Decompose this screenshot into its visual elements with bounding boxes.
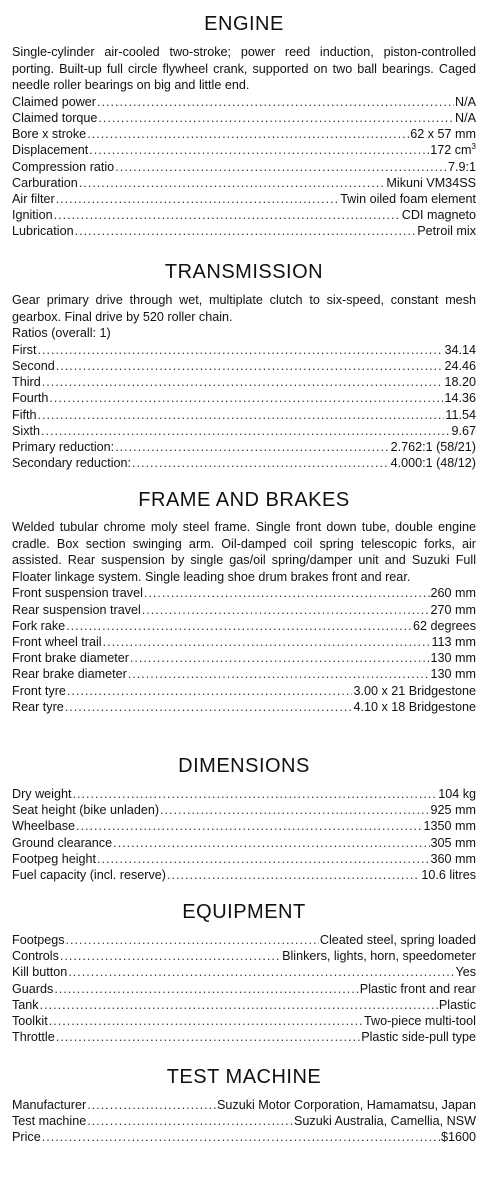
spec-row: [12, 867, 476, 883]
equipment-spec-list: [12, 932, 476, 1045]
spec-value-wrap: [455, 110, 476, 126]
spec-row: [12, 207, 476, 223]
spec-row: [12, 602, 476, 618]
dot-leader: [97, 851, 429, 867]
dot-leader: [103, 634, 431, 650]
spec-value: 172 cm: [430, 143, 472, 158]
spec-value-wrap: [217, 1097, 476, 1113]
spec-value: Plastic: [438, 997, 476, 1012]
spec-label: Fourth: [12, 391, 49, 406]
spec-value-wrap: [353, 683, 476, 699]
dot-leader: [68, 964, 454, 980]
spec-label: Controls: [12, 949, 59, 964]
spec-label: Claimed power: [12, 94, 96, 109]
spec-row: [12, 585, 476, 601]
spec-label: Third: [12, 375, 41, 390]
spec-row: [12, 1129, 476, 1145]
spec-row: [12, 110, 476, 126]
spec-value: 305 mm: [430, 835, 476, 850]
spec-label: Air filter: [12, 191, 55, 206]
spec-row: [12, 423, 476, 439]
ratios-subtitle: Ratios (overall: 1): [12, 326, 111, 341]
spec-label: Front wheel trail: [12, 634, 102, 649]
spec-row: [12, 374, 476, 390]
spec-value: 62 degrees: [412, 618, 476, 633]
dot-leader: [87, 1097, 216, 1113]
spec-label: Front tyre: [12, 683, 66, 698]
dot-leader: [54, 981, 358, 997]
spec-label: Fuel capacity (incl. reserve): [12, 867, 166, 882]
spec-row: [12, 964, 476, 980]
spec-label: Wheelbase: [12, 819, 76, 834]
transmission-section: [12, 258, 476, 471]
dot-leader: [56, 358, 444, 374]
dot-leader: [167, 867, 420, 883]
spec-value-wrap: [441, 1129, 476, 1145]
frame-spec-list: [12, 585, 476, 715]
spec-row: [12, 683, 476, 699]
spec-label: Manufacturer: [12, 1098, 87, 1112]
dot-leader: [49, 390, 443, 406]
dot-leader: [130, 650, 430, 666]
spec-label: Dry weight: [12, 787, 72, 801]
dot-leader: [41, 423, 450, 439]
spec-row: [12, 159, 476, 175]
spec-value-wrap: [431, 835, 477, 851]
spec-value-wrap: [294, 1113, 476, 1129]
dot-leader: [56, 191, 340, 207]
spec-value: Yes: [455, 965, 476, 980]
spec-value-wrap: [364, 1013, 476, 1029]
dot-leader: [73, 786, 438, 802]
spec-value: Petroil mix: [417, 224, 476, 239]
spec-label: Footpegs: [12, 933, 65, 947]
transmission-description: Gear primary drive through wet, multiplate clutch to six-speed, constant mesh gearbox. Final drive by 520 roller chain.: [12, 293, 476, 324]
spec-value: 104 kg: [438, 787, 476, 801]
dot-leader: [115, 159, 447, 175]
spec-value-wrap: [439, 997, 476, 1013]
spec-value: Plastic front and rear: [359, 981, 476, 996]
spec-value-wrap: [417, 223, 476, 239]
dot-leader: [144, 585, 430, 601]
spec-value-wrap: [431, 851, 477, 867]
spec-value: Plastic side-pull type: [361, 1030, 476, 1045]
engine-description: Single-cylinder air-cooled two-stroke; power reed induction, piston-controlled porting. Built-up full circle flywheel crank, supported on two ball bearings. Caged needle roller bearings on big and little end.: [12, 45, 476, 93]
spec-value: 130 mm: [430, 651, 476, 666]
dot-leader: [38, 407, 445, 423]
dot-leader: [66, 932, 319, 948]
spec-label: Fifth: [12, 407, 37, 422]
spec-value-wrap: [391, 439, 476, 455]
spec-value-wrap: [386, 175, 476, 191]
spec-value-wrap: [431, 585, 477, 601]
spec-value-superscript: 3: [471, 142, 476, 152]
spec-row: [12, 175, 476, 191]
spec-value-wrap: [438, 786, 476, 802]
spec-value: 260 mm: [430, 586, 476, 601]
spec-row: [12, 126, 476, 142]
spec-row: [12, 358, 476, 374]
dot-leader: [113, 835, 429, 851]
spec-label: Footpeg height: [12, 851, 97, 866]
spec-value: 14.36: [444, 391, 476, 406]
spec-label: Front suspension travel: [12, 586, 143, 601]
dot-leader: [79, 175, 386, 191]
spec-value-wrap: [455, 964, 476, 980]
spec-row: [12, 666, 476, 682]
spec-value: 62 x 57 mm: [410, 127, 476, 142]
spec-row: [12, 1013, 476, 1029]
spec-value-wrap: [424, 818, 477, 834]
dimensions-heading: DIMENSIONS: [178, 755, 310, 777]
dot-leader: [160, 802, 429, 818]
dot-leader: [142, 602, 430, 618]
spec-label: Throttle: [12, 1030, 55, 1045]
transmission-spec-list: [12, 342, 476, 472]
test-machine-spec-list: [12, 1097, 476, 1146]
spec-label: Secondary reduction:: [12, 456, 132, 471]
spec-label: Rear brake diameter: [12, 667, 127, 682]
dot-leader: [42, 374, 444, 390]
spec-value: 1350 mm: [423, 819, 476, 834]
spec-value-wrap: [361, 1029, 476, 1045]
spec-value: 3.00 x 21 Bridgestone: [353, 683, 476, 698]
spec-value: Blinkers, lights, horn, speedometer: [282, 949, 476, 964]
spec-value: 7.9:1: [447, 159, 476, 174]
spec-value-wrap: [340, 191, 476, 207]
spec-row: [12, 948, 476, 964]
spec-value: 9.67: [451, 423, 476, 438]
test-machine-heading: TEST MACHINE: [166, 1066, 322, 1088]
dot-leader: [87, 1113, 293, 1129]
dimensions-section: [12, 752, 476, 883]
spec-row: [12, 1097, 476, 1113]
equipment-heading: EQUIPMENT: [182, 901, 306, 923]
dot-leader: [66, 618, 412, 634]
spec-label: Tank: [12, 997, 39, 1012]
spec-value-wrap: [282, 948, 476, 964]
dot-leader: [132, 455, 390, 471]
dot-leader: [56, 1029, 361, 1045]
spec-label: Primary reduction:: [12, 439, 115, 454]
dot-leader: [75, 223, 417, 239]
spec-value: CDI magneto: [401, 208, 476, 223]
spec-value: Suzuki Australia, Camellia, NSW: [294, 1114, 476, 1129]
spec-row: [12, 997, 476, 1013]
frame-heading: FRAME AND BRAKES: [138, 489, 350, 511]
spec-row: [12, 390, 476, 406]
spec-label: Guards: [12, 981, 54, 996]
spec-value: 34.14: [444, 342, 476, 357]
dot-leader: [115, 439, 389, 455]
spec-row: [12, 407, 476, 423]
dot-leader: [67, 683, 353, 699]
spec-row: [12, 1113, 476, 1129]
spec-value-wrap: [431, 650, 477, 666]
dot-leader: [54, 207, 401, 223]
spec-value-wrap: [444, 390, 476, 406]
spec-row: [12, 618, 476, 634]
spec-row: [12, 94, 476, 110]
spec-label: Sixth: [12, 423, 40, 438]
spec-value: 10.6 litres: [421, 867, 476, 882]
spec-value: 130 mm: [430, 667, 476, 682]
spec-row: [12, 835, 476, 851]
spec-row: [12, 932, 476, 948]
frame-description: Welded tubular chrome moly steel frame. Single front down tube, double engine cradle. Box section swinging arm. Oil-damped coil spring telescopic forks, air assisted. Rear suspension by single gas/oil spring/damper unit and Suzuki Full Floater linkage system. Single leading shoe drum brakes front and rear.: [12, 520, 476, 584]
spec-label: Seat height (bike unladen): [12, 803, 160, 818]
spec-label: Lubrication: [12, 224, 74, 239]
spec-label: Second: [12, 358, 55, 373]
spec-row: [12, 455, 476, 471]
engine-spec-list: [12, 94, 476, 240]
spec-value: 4.000:1 (48/12): [390, 456, 476, 471]
spec-row: [12, 191, 476, 207]
spec-row: [12, 802, 476, 818]
spec-value: 11.54: [445, 407, 476, 422]
spec-value-wrap: [444, 374, 476, 390]
frame-section: [12, 486, 476, 715]
spec-label: Test machine: [12, 1114, 87, 1129]
spec-value-wrap: [445, 407, 476, 423]
spec-value-wrap: [430, 142, 476, 158]
spec-row: [12, 634, 476, 650]
spec-label: Ground clearance: [12, 835, 113, 850]
spec-label: Carburation: [12, 175, 78, 190]
spec-value-wrap: [421, 867, 476, 883]
spec-label: Claimed torque: [12, 110, 98, 125]
spec-value-wrap: [431, 634, 476, 650]
spec-value: 113 mm: [431, 634, 476, 649]
spec-value-wrap: [448, 159, 476, 175]
spec-value: $1600: [440, 1130, 476, 1145]
test-machine-section: [12, 1063, 476, 1146]
dot-leader: [42, 1129, 440, 1145]
spec-row: [12, 342, 476, 358]
spec-label: First: [12, 342, 37, 357]
dot-leader: [128, 666, 430, 682]
spec-value: Suzuki Motor Corporation, Hamamatsu, Japan: [217, 1098, 476, 1112]
dot-leader: [76, 818, 422, 834]
spec-value-wrap: [320, 932, 476, 948]
spec-value-wrap: [444, 358, 476, 374]
spec-row: [12, 142, 476, 158]
spec-row: [12, 699, 476, 715]
spec-label: Front brake diameter: [12, 651, 129, 666]
spec-value-wrap: [431, 666, 477, 682]
spec-value: 4.10 x 18 Bridgestone: [353, 699, 476, 714]
dot-leader: [97, 94, 454, 110]
spec-value: Twin oiled foam element: [340, 191, 476, 206]
spec-label: Rear tyre: [12, 699, 64, 714]
spec-value: 18.20: [444, 375, 476, 390]
spec-value: 360 mm: [430, 851, 476, 866]
spec-label: Price: [12, 1130, 41, 1145]
dot-leader: [37, 342, 443, 358]
dot-leader: [40, 997, 438, 1013]
spec-value-wrap: [455, 94, 476, 110]
spec-label: Toolkit: [12, 1013, 48, 1028]
spec-label: Compression ratio: [12, 159, 115, 174]
spec-label: Rear suspension travel: [12, 602, 141, 617]
equipment-section: [12, 898, 476, 1045]
spec-value-wrap: [360, 981, 476, 997]
dot-leader: [89, 142, 429, 158]
spec-row: [12, 851, 476, 867]
spec-value-wrap: [353, 699, 476, 715]
engine-heading: ENGINE: [204, 13, 284, 35]
dot-leader: [98, 110, 454, 126]
spec-value-wrap: [391, 455, 476, 471]
spec-value-wrap: [410, 126, 476, 142]
spec-row: [12, 650, 476, 666]
engine-section: [12, 10, 476, 239]
spec-label: Ignition: [12, 208, 53, 223]
dot-leader: [87, 126, 409, 142]
spec-value-wrap: [431, 602, 477, 618]
spec-value: 24.46: [444, 358, 476, 373]
spec-row: [12, 223, 476, 239]
spec-value: Mikuni VM34SS: [386, 175, 476, 190]
spec-row: [12, 981, 476, 997]
spec-value-wrap: [431, 802, 477, 818]
spec-value: Cleated steel, spring loaded: [319, 933, 476, 947]
spec-value: 2.762:1 (58/21): [390, 439, 476, 454]
spec-label: Fork rake: [12, 618, 66, 633]
spec-row: [12, 818, 476, 834]
spec-row: [12, 439, 476, 455]
dot-leader: [60, 948, 281, 964]
spec-row: [12, 786, 476, 802]
spec-value-wrap: [413, 618, 476, 634]
spec-value: N/A: [455, 110, 476, 125]
transmission-heading: TRANSMISSION: [164, 261, 324, 283]
spec-value: 925 mm: [430, 803, 476, 818]
spec-value-wrap: [451, 423, 476, 439]
dot-leader: [65, 699, 353, 715]
spec-label: Displacement: [12, 143, 89, 158]
dimensions-spec-list: [12, 786, 476, 883]
spec-value-wrap: [444, 342, 476, 358]
spec-label: Kill button: [12, 965, 68, 980]
spec-label: Bore x stroke: [12, 127, 87, 142]
spec-value-wrap: [402, 207, 476, 223]
dot-leader: [49, 1013, 363, 1029]
spec-value: N/A: [455, 94, 476, 109]
spec-row: [12, 1029, 476, 1045]
spec-value: Two-piece multi-tool: [364, 1013, 476, 1028]
spec-value: 270 mm: [430, 602, 476, 617]
